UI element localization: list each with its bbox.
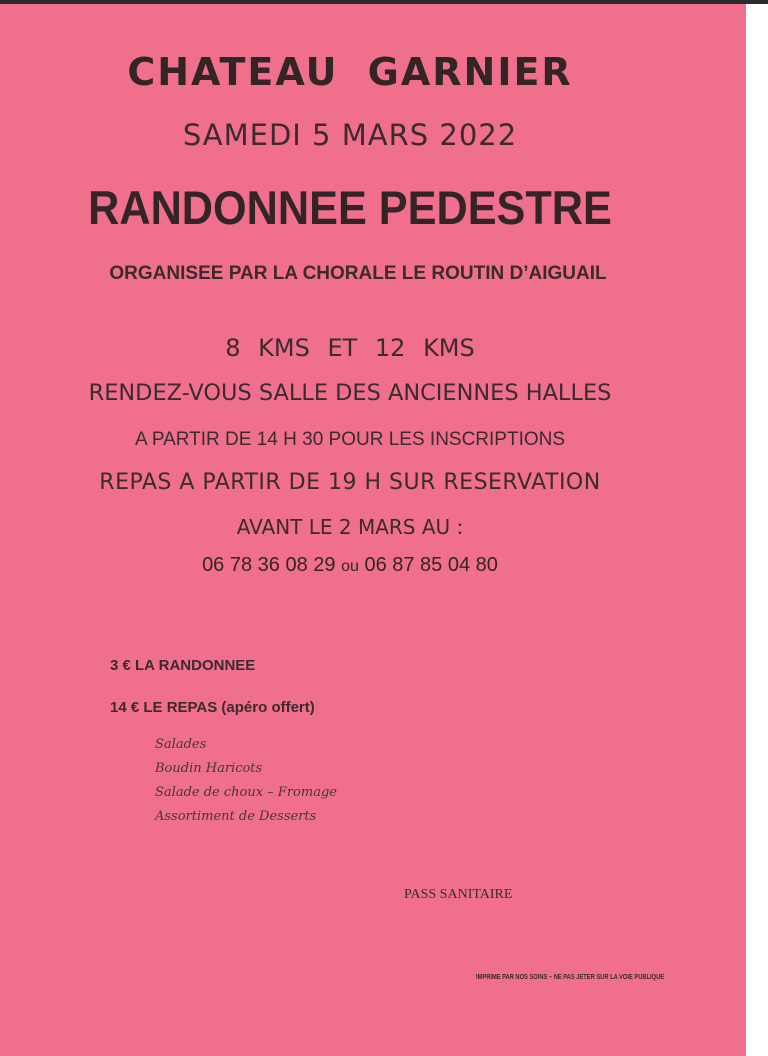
menu-list — [155, 737, 337, 833]
registration-line: A PARTIR DE 14 H 30 POUR LES INSCRIPTIONS — [134, 429, 566, 450]
meal-time-line: REPAS A PARTIR DE 19 H SUR RESERVATION — [99, 470, 601, 495]
menu-item: Salades — [155, 737, 207, 752]
distances-line: 8 KMS ET 12 KMS — [225, 334, 475, 362]
pink-sheet — [0, 4, 746, 1056]
menu-item: Boudin Haricots — [155, 761, 263, 776]
phone-or: ou — [341, 558, 359, 575]
meeting-point-line: RENDEZ-VOUS SALLE DES ANCIENNES HALLES — [88, 381, 612, 406]
event-date: SAMEDI 5 MARS 2022 — [182, 118, 518, 152]
organiser-line: ORGANISEE PAR LA CHORALE LE ROUTIN D’AIGUAIL — [109, 263, 607, 284]
phone-numbers — [0, 554, 700, 577]
pass-notice: PASS SANITAIRE — [404, 887, 513, 902]
price-meal: 14 € LE REPAS (apéro offert) — [110, 699, 315, 716]
phone-2: 06 87 85 04 80 — [364, 554, 498, 576]
menu-item: Salade de choux – Fromage — [155, 785, 337, 800]
village-title: CHATEAU GARNIER — [127, 50, 573, 94]
booking-deadline-line: AVANT LE 2 MARS AU : — [236, 515, 464, 539]
menu-item: Assortiment de Desserts — [155, 809, 317, 824]
event-title: RANDONNEE PEDESTRE — [88, 181, 612, 234]
phone-1: 06 78 36 08 29 — [202, 554, 336, 576]
footer-note: IMPRIME PAR NOS SOINS – NE PAS JETER SUR LA VOIE PUBLIQUE — [476, 974, 665, 981]
price-hike: 3 € LA RANDONNEE — [110, 657, 256, 674]
